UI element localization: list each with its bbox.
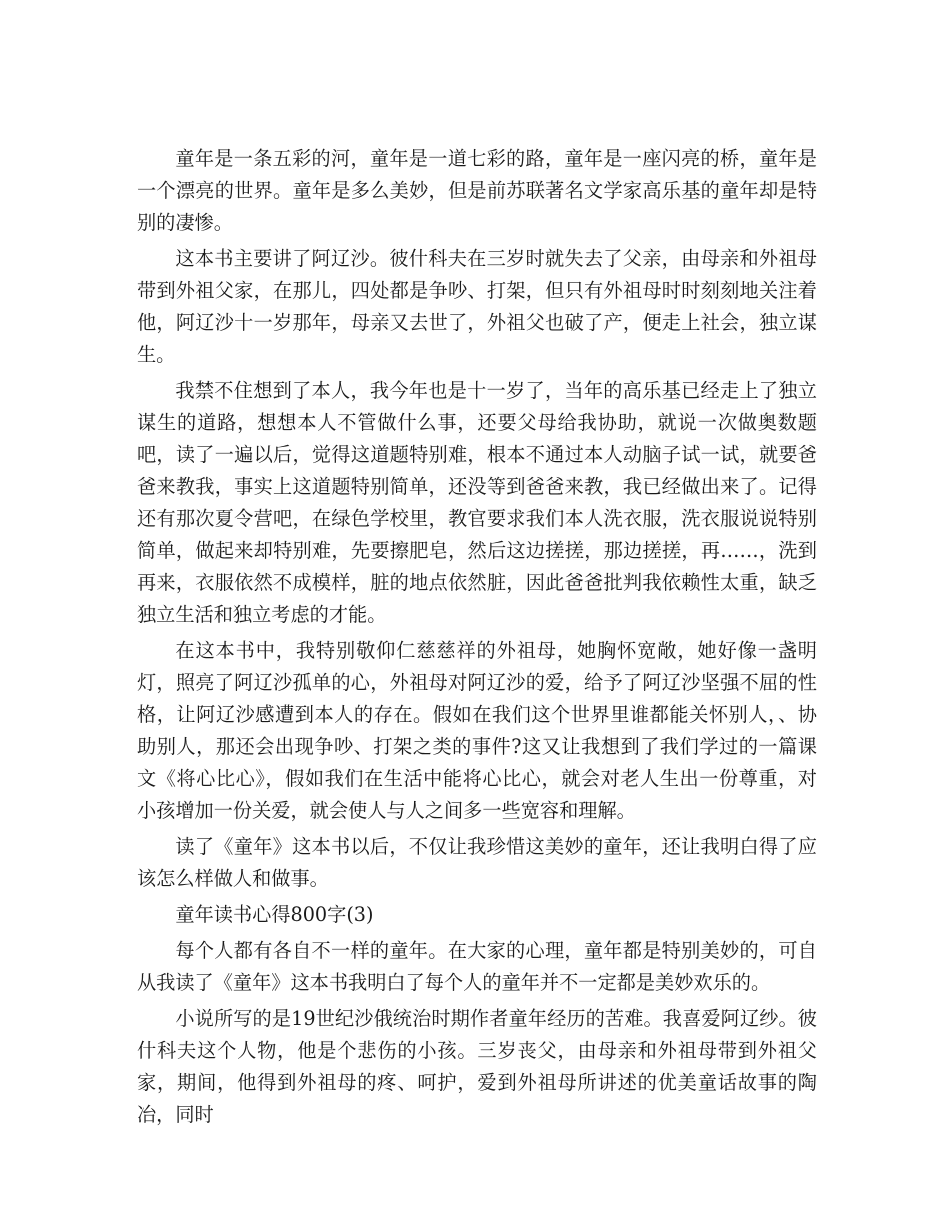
paragraph-section3-story: 小说所写的是19世纪沙俄统治时期作者童年经历的苦难。我喜爱阿辽纱。彼什科夫这个人物，他是个悲伤的小孩。三岁丧父，由母亲和外祖母带到外祖父家，期间，他得到外祖母的疼、呵护，爱到外祖母所讲述的优美童话故事的陶冶，同时 [137,1007,817,1126]
paragraph-intro: 童年是一条五彩的河，童年是一道七彩的路，童年是一座闪亮的桥，童年是一个漂亮的世界。童年是多么美妙，但是前苏联著名文学家高乐基的童年却是特别的凄惨。 [137,147,817,234]
document-page [137,143,817,1135]
paragraph-summary: 这本书主要讲了阿辽沙。彼什科夫在三岁时就失去了父亲，由母亲和外祖母带到外祖父家，在那儿，四处都是争吵、打架，但只有外祖母时时刻刻地关注着他，阿辽沙十一岁那年，母亲又去世了，外祖父也破了产，便走上社会，独立谋生。 [137,247,817,366]
section-heading: 童年读书心得800字(3) [175,903,374,926]
paragraph-reflection: 我禁不住想到了本人，我今年也是十一岁了，当年的高乐基已经走上了独立谋生的道路，想想本人不管做什么事，还要父母给我协助，就说一次做奥数题吧，读了一遍以后，觉得这道题特别难，根本不通过本人动脑子试一试，就要爸爸来教我，事实上这道题特别简单，还没等到爸爸来教，我已经做出来了。记得还有那次夏令营吧，在绿色学校里，教官要求我们本人洗衣服，洗衣服说说特别简单，做起来却特别难，先要擦肥皂，然后这边搓搓，那边搓搓，再……，洗到再来，衣服依然不成模样，脏的地点依然脏，因此爸爸批判我依赖性太重，缺乏独立生活和独立考虑的才能。 [137,379,817,626]
paragraph-conclusion: 读了《童年》这本书以后，不仅让我珍惜这美妙的童年，还让我明白得了应该怎么样做人和做事。 [137,835,817,890]
paragraph-grandmother: 在这本书中，我特别敬仰仁慈慈祥的外祖母，她胸怀宽敞，她好像一盏明灯，照亮了阿辽沙孤单的心，外祖母对阿辽沙的爱，给予了阿辽沙坚强不屈的性格，让阿辽沙感遭到本人的存在。假如在我们这个世界里谁都能关怀别人，、协助别人，那还会出现争吵、打架之类的事件?这又让我想到了我们学过的一篇课文《将心比心》，假如我们在生活中能将心比心，就会对老人生出一份尊重，对小孩增加一份关爱，就会使人与人之间多一些宽容和理解。 [137,639,817,822]
paragraph-section3-intro: 每个人都有各自不一样的童年。在大家的心理，童年都是特别美妙的，可自从我读了《童年》这本书我明白了每个人的童年并不一定都是美妙欢乐的。 [137,939,817,994]
